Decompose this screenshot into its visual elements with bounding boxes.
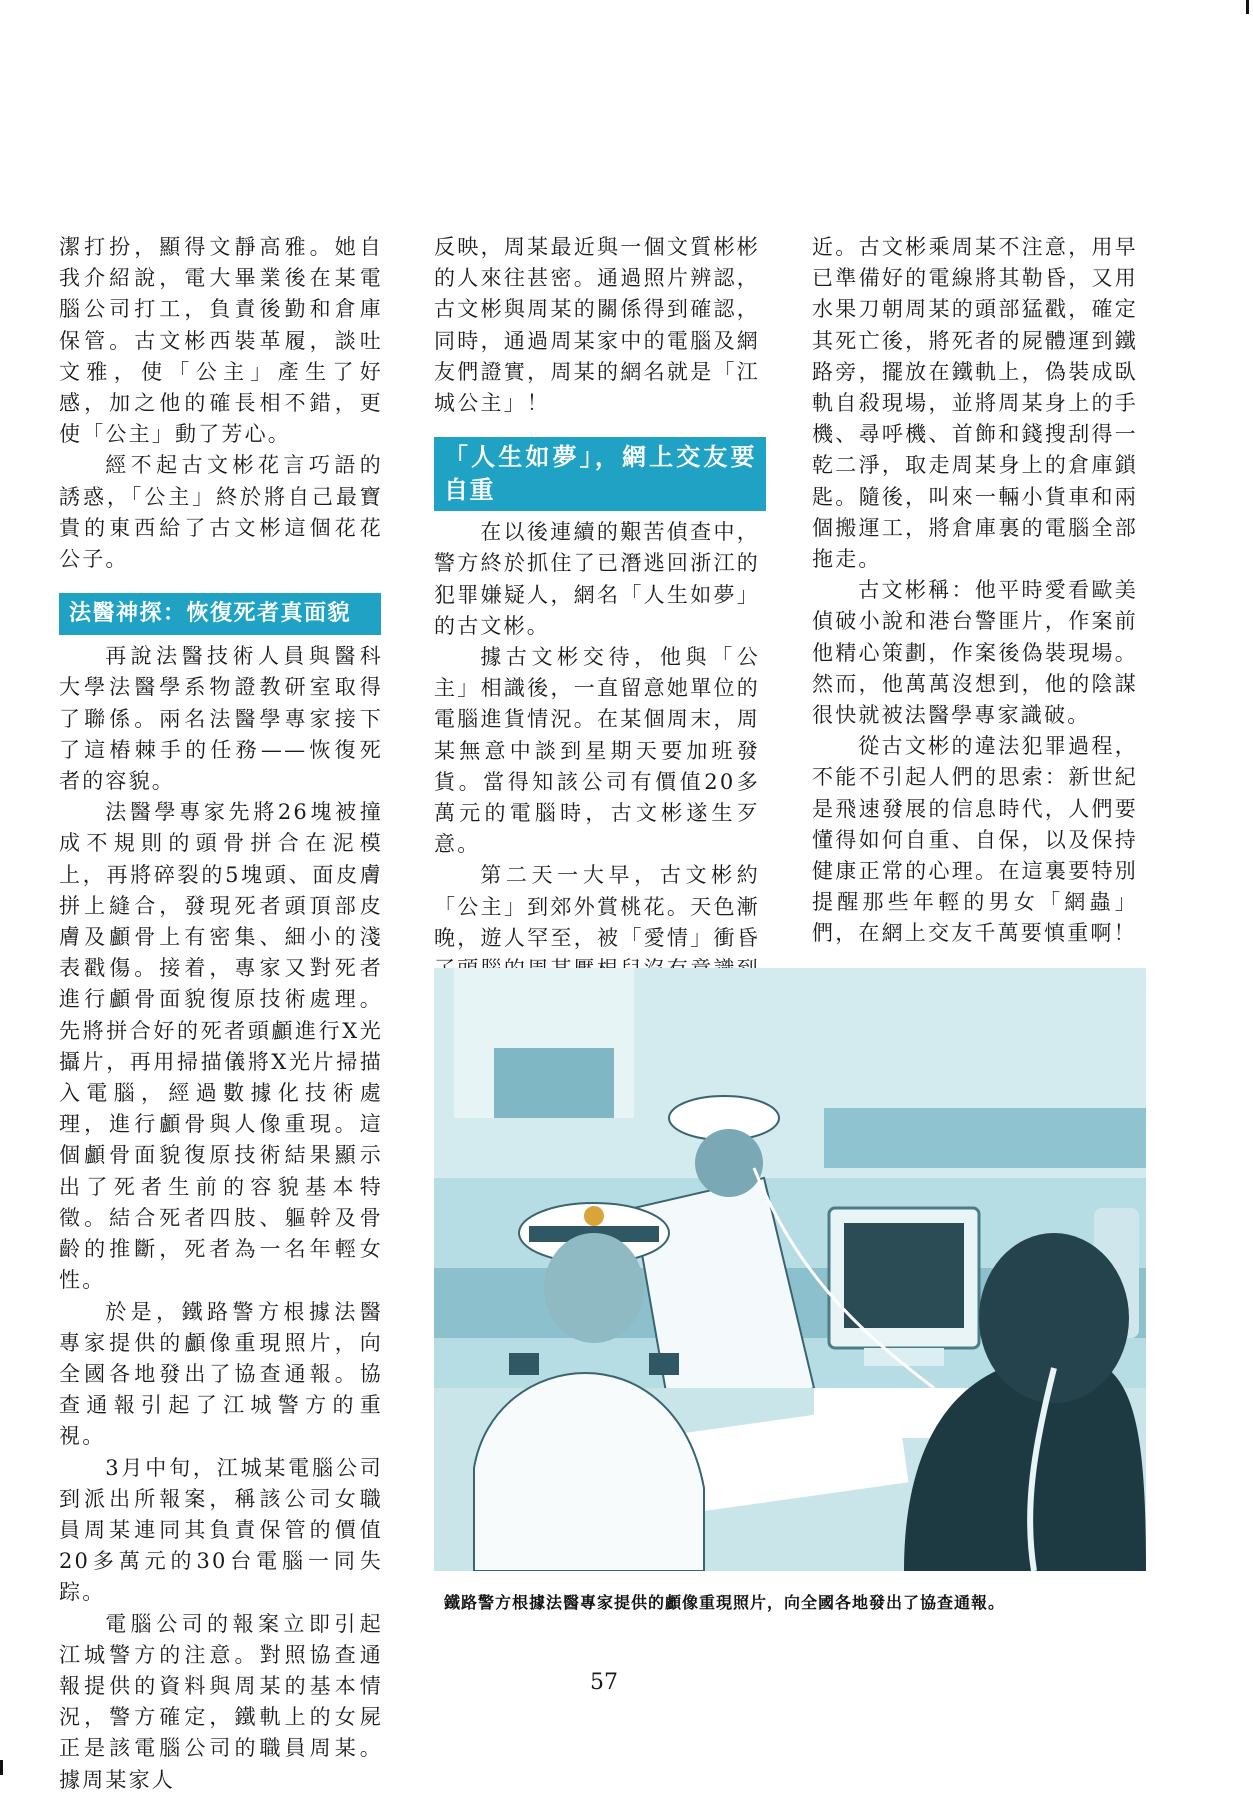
text-column-2	[434, 232, 760, 1016]
paragraph: 3月中旬，江城某電腦公司到派出所報案，稱該公司女職員周某連同其負責保管的價值20多萬元的30台電腦一同失踪。	[59, 1455, 383, 1605]
photo-caption: 鐵路警方根據法醫專家提供的顱像重現照片，向全國各地發出了協查通報。	[444, 1593, 1006, 1612]
page-number: 57	[590, 1670, 618, 1695]
police-office-photo	[434, 968, 1146, 1571]
section-heading-online-friendship: 「人生如夢」，網上交友要自重	[434, 437, 766, 511]
paragraph: 潔打扮，顯得文靜高雅。她自我介紹說，電大畢業後在某電腦公司打工，負責後勤和倉庫保管。古文彬西裝革履，談吐文雅，使「公主」產生了好感，加之他的確長相不錯，更使「公主」動了芳心。	[59, 235, 383, 447]
crop-mark-bottom-left	[0, 1760, 3, 1775]
crop-mark-top-right	[1246, 0, 1249, 14]
paragraph: 第二天一大早，古文彬約「公主」到郊外賞桃花。天色漸晚，遊人罕至，被「愛情」衝昏	[434, 863, 760, 950]
section-heading-forensic: 法醫神探：恢復死者真面貌	[59, 593, 381, 635]
text-column-3	[812, 232, 1138, 950]
paragraph: 反映，周某最近與一個文質彬彬的人來往甚密。通過照片辨認，古文彬與周某的關係得到確認，同時，通過周某家中的電腦及網友們證實，周某的網名就是「江城公主」！	[434, 235, 760, 416]
paragraph: 從古文彬的違法犯罪過程，不能不引起人們的思索：新世紀是飛速發展的信息時代，人們要懂得如何自重、自保，以及保持健康正常的心理。在這裏要特別提醒那些年輕的男女「網蟲」們，在網上交友千萬要慎重啊！	[812, 734, 1138, 946]
text-column-1	[59, 232, 383, 1796]
paragraph: 法醫學專家先將26塊被撞成不規則的頭骨拼合在泥模上，再將碎裂的5塊頭、面皮膚拼上縫合，發現死者頭頂部皮膚及顱骨上有密集、細小的淺表戳傷。接着，專家又對死者進行顱骨面貌復原技術處理。先將拼合好的死者頭顱進行X光攝片，再用掃描儀將X光片掃描入電腦，經過數據化技術處理，進行顱骨與人像重現。這個顱骨面貌復原技術結果顯示出了死者生前的容貌基本特徵。結合死者四肢、軀幹及骨齡的推斷，死者為一名年輕女性。	[59, 800, 383, 1293]
paragraph: 經不起古文彬花言巧語的誘惑，「公主」終於將自己最寶貴的東西給了古文彬這個花花公子。	[59, 453, 383, 572]
paragraph: 據古文彬交待，他與「公主」相識後，一直留意她單位的電腦進貨情況。在某個周末，周某無意中談到星期天要加班發貨。當得知該公司有價值20多萬元的電腦時，古文彬遂生歹意。	[434, 645, 760, 857]
paragraph: 古文彬稱：他平時愛看歐美偵破小說和港台警匪片，作案前他精心策劃，作案後偽裝現場。然而，他萬萬沒想到，他的陰謀很快就被法醫學專家識破。	[812, 578, 1138, 728]
paragraph: 近。古文彬乘周某不注意，用早已準備好的電線將其勒昏，又用水果刀朝周某的頭部猛戳，確定其死亡後，將死者的屍體運到鐵路旁，擺放在鐵軌上，偽裝成臥軌自殺現場，並將周某身上的手機、尋呼機、首飾和錢搜刮得一乾二淨，取走周某身上的倉庫鎖匙。隨後，叫來一輛小貨車和兩個搬運工，將倉庫裏的電腦全部拖走。	[812, 235, 1138, 572]
paragraph: 於是，鐵路警方根據法醫專家提供的顱像重現照片，向全國各地發出了協查通報。協查通報引起了江城警方的重視。	[59, 1299, 383, 1449]
paragraph: 電腦公司的報案立即引起江城警方的注意。對照協查通報提供的資料與周某的基本情況，警方確定，鐵軌上的女屍正是該電腦公司的職員周某。據周某家人	[59, 1611, 383, 1792]
paragraph: 再說法醫技術人員與醫科大學法醫學系物證教研室取得了聯係。兩名法醫學專家接下了這樁棘手的任務——恢復死者的容貌。	[59, 644, 383, 794]
paragraph: 在以後連續的艱苦偵查中，警方終於抓住了已潛逃回浙江的犯罪嫌疑人，網名「人生如夢」的古文彬。	[434, 520, 760, 638]
